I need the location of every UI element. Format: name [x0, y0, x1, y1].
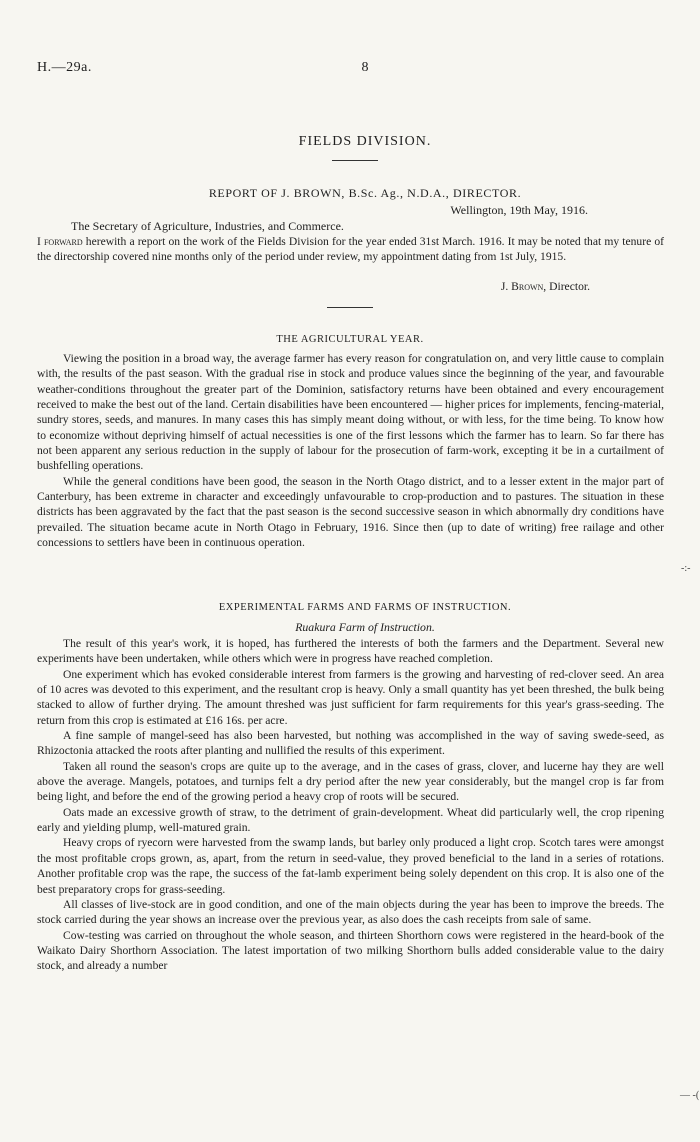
signature-name: J. Brown,	[500, 280, 547, 293]
letter-lead: I forward	[37, 235, 83, 248]
paragraph: One experiment which has evoked considerable interest from farmers is the growing and harvesting of red-clover seed. An area of 10 acres was devoted to this experiment, and the resultant crop is heavy. Only a small quantity has yet been threshed, the bulk being stacked to allow of further drying. The amount threshed was just sufficient for farm requirements for this year's grass-seeding. The return from this crop is estimated at £16 16s. per acre.	[37, 667, 664, 727]
section-heading-experimental-farms: EXPERIMENTAL FARMS AND FARMS OF INSTRUCTION.	[218, 602, 512, 613]
section-experimental-farms	[37, 636, 664, 974]
section-agricultural-year	[37, 351, 664, 550]
paragraph: Heavy crops of ryecorn were harvested from the swamp lands, but barley only produced a light crop. Scotch tares were amongst the most profitable crops grown, as, apart, from the return in seed-value, they proved beneficial to the land in a series of rotations. Another profitable crop was the rape, the success of the fat-lamb experiment being solely dependent on this crop. It is also one of the best preparatory crops for grass-seeding.	[37, 836, 664, 896]
paragraph: The result of this year's work, it is hoped, has furthered the interests of both the farmers and the Department. Several new experiments have been undertaken, while others which were in progress have reached completion.	[37, 637, 664, 666]
letter-text: herewith a report on the work of the Fields Division for the year ended 31st March. 1916. It may be noted that my tenure of the directorship covered nine months only of the period under review, my appointment dating from 1st July, 1915.	[37, 235, 664, 264]
title-divider	[332, 160, 378, 161]
subheading-ruakura-farm: Ruakura Farm of Instruction.	[295, 620, 435, 634]
paragraph: All classes of live-stock are in good condition, and one of the main objects during the year has been to improve the breeds. The stock carried during the year shows an increase over the previous year, as also does the cash receipts from sale of same.	[37, 897, 664, 927]
paragraph: Cow-testing was carried on throughout the whole season, and thirteen Shorthorn cows were registered in the heard-book of the Waikato Dairy Shorthorn Association. The latest importation of two milking Shorthorn bulls added considerable value to the dairy stock, and already a number	[37, 928, 664, 973]
paragraph: Oats made an excessive growth of straw, to the detriment of grain-development. Wheat did particularly well, the crop ripening early and yielding plump, well-matured grain.	[37, 805, 664, 835]
paragraph: Taken all round the season's crops are quite up to the average, and in the cases of grass, clover, and lucerne hay they are well above the average. Mangels, potatoes, and turnips felt a dry period after the new year considerably, but the mangel crop is far from being light, and before the end of the growing period a heavy crop of roots will be secured.	[37, 759, 664, 804]
margin-mark: -:-	[681, 563, 691, 574]
margin-mark: — -(	[680, 1090, 700, 1101]
signature-role: Director.	[546, 280, 590, 293]
page-title: FIELDS DIVISION.	[298, 134, 432, 149]
paragraph: While the general conditions have been good, the season in the North Otago district, and to a lesser extent in the major part of Canterbury, has been extreme in character and exceedingly unfavourable to crop-production and to pastures. The situation in these districts has been aggravated by the fact that the past season is the second successive season in which abnormally dry conditions have prevailed. The situation became acute in North Otago in February, 1916. Since then (up to date of writing) free railage and other concessions to settlers have been in continuous operation.	[37, 474, 664, 550]
signature	[501, 280, 590, 293]
dateline: Wellington, 19th May, 1916.	[450, 203, 588, 217]
paragraph: Viewing the position in a broad way, the average farmer has every reason for congratulation on, and very little cause to complain with, the results of the past season. With the gradual rise in stock and produce values since the beginning of the year, and favourable weather-conditions throughout the greater part of the Dominion, satisfactory returns have been obtained and every encouragement received to make the best out of the land. Certain disabilities have been encountered — higher prices for implements, fencing-material, sundry stores, seeds, and manures. In many cases this has simply meant doing without, or with less, for the time being. To know how to economize without depriving himself of actual necessities is one of the first lessons which the farmer has to learn. So far there has not been apparent any serious reduction in the supply of labour for the prosecution of farm-work, excepting it be in a curtailment of bushfelling operations.	[37, 352, 664, 473]
document-reference: H.—29a.	[37, 60, 92, 75]
section-divider	[327, 307, 373, 308]
page-number: 8	[361, 60, 369, 75]
covering-letter	[37, 234, 664, 265]
section-heading-agricultural-year: THE AGRICULTURAL YEAR.	[276, 334, 424, 345]
paragraph: A fine sample of mangel-seed has also been harvested, but nothing was accomplished in the way of saving swede-seed, as Rhizoctonia attacked the roots after planting and nullified the results of this experiment.	[37, 729, 664, 758]
report-heading: REPORT OF J. BROWN, B.Sc. Ag., N.D.A., DIRECTOR.	[208, 186, 522, 200]
addressee: The Secretary of Agriculture, Industries, and Commerce.	[71, 219, 344, 233]
